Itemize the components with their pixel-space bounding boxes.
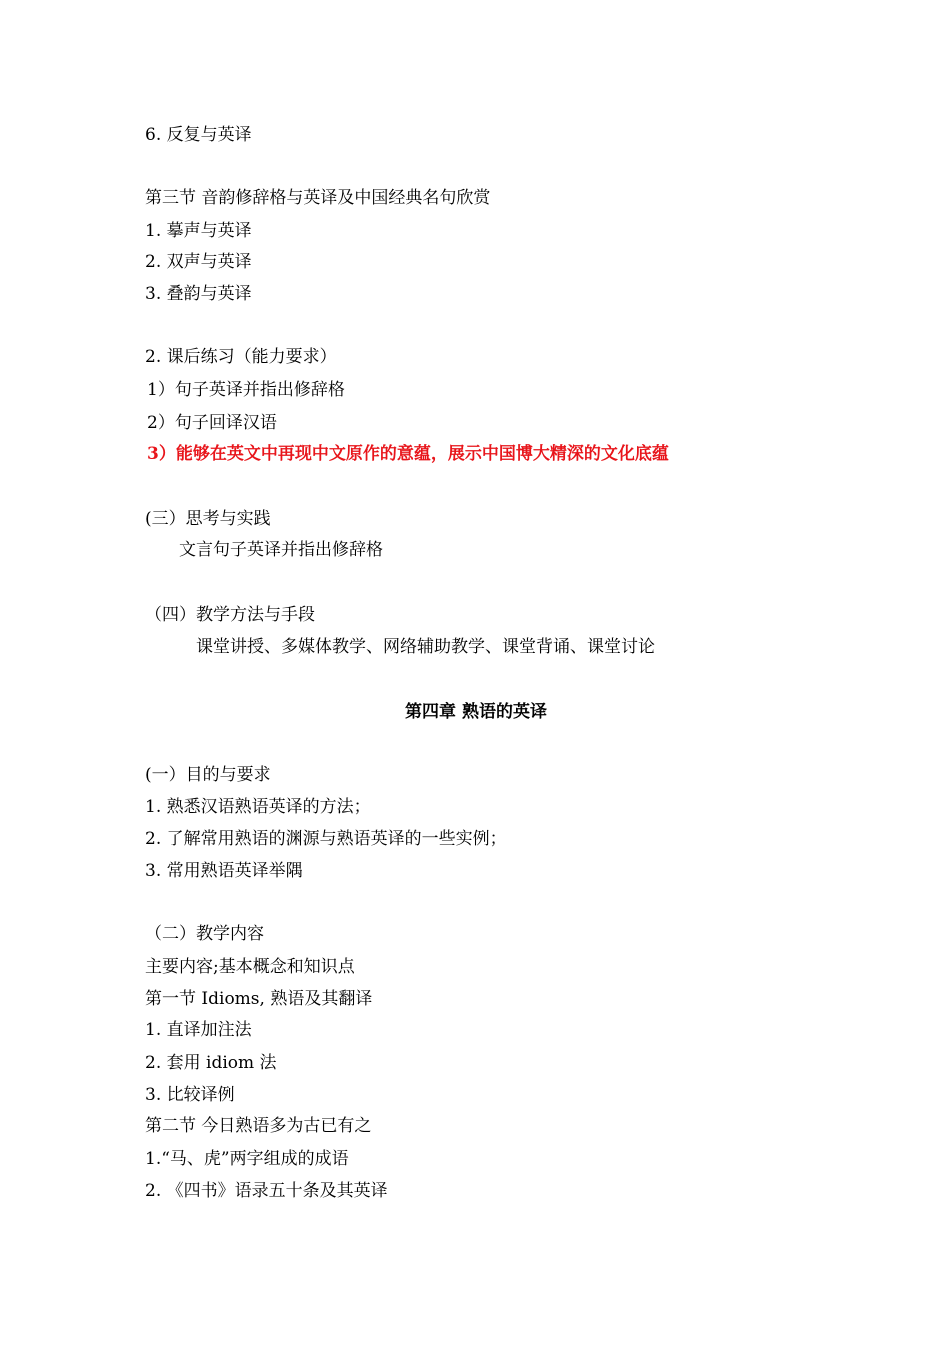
paragraph: 文言句子英译并指出修辞格 bbox=[179, 540, 383, 560]
paragraph: 主要内容;基本概念和知识点 bbox=[145, 957, 355, 977]
subsection-heading: (一）目的与要求 bbox=[145, 765, 271, 785]
list-item: 3. 常用熟语英译举隅 bbox=[145, 861, 303, 881]
paragraph: 课堂讲授、多媒体教学、网络辅助教学、课堂背诵、课堂讨论 bbox=[196, 637, 655, 657]
list-item: 1. 直译加注法 bbox=[145, 1020, 252, 1040]
exercise-item: 1）句子英译并指出修辞格 bbox=[147, 380, 345, 400]
subsection-heading: (三）思考与实践 bbox=[145, 509, 271, 529]
exercise-item-highlight: 3）能够在英文中再现中文原作的意蕴，展示中国博大精深的文化底蕴 bbox=[147, 444, 669, 464]
list-item: 2. 《四书》语录五十条及其英译 bbox=[145, 1181, 388, 1201]
list-item-repetition: 6. 反复与英译 bbox=[145, 125, 252, 145]
exercise-item: 2）句子回译汉语 bbox=[147, 413, 277, 433]
list-item: 2. 套用 idiom 法 bbox=[145, 1053, 277, 1073]
subsection-heading: （四）教学方法与手段 bbox=[145, 605, 315, 625]
exercise-heading: 2. 课后练习（能力要求） bbox=[145, 347, 337, 367]
list-item: 1. 熟悉汉语熟语英译的方法； bbox=[145, 797, 371, 817]
list-item: 1. 摹声与英译 bbox=[145, 221, 252, 241]
list-item: 2. 双声与英译 bbox=[145, 252, 252, 272]
section-heading-3: 第三节 音韵修辞格与英译及中国经典名句欣赏 bbox=[145, 188, 491, 208]
list-item: 3. 比较译例 bbox=[145, 1085, 235, 1105]
section-heading-1: 第一节 Idioms, 熟语及其翻译 bbox=[145, 989, 373, 1009]
chapter-title: 第四章 熟语的英译 bbox=[405, 702, 547, 722]
list-item: 2. 了解常用熟语的渊源与熟语英译的一些实例； bbox=[145, 829, 507, 849]
list-item: 3. 叠韵与英译 bbox=[145, 284, 252, 304]
subsection-heading: （二）教学内容 bbox=[145, 924, 264, 944]
section-heading-2: 第二节 今日熟语多为古已有之 bbox=[145, 1116, 372, 1136]
list-item: 1.“马、虎”两字组成的成语 bbox=[145, 1149, 349, 1169]
